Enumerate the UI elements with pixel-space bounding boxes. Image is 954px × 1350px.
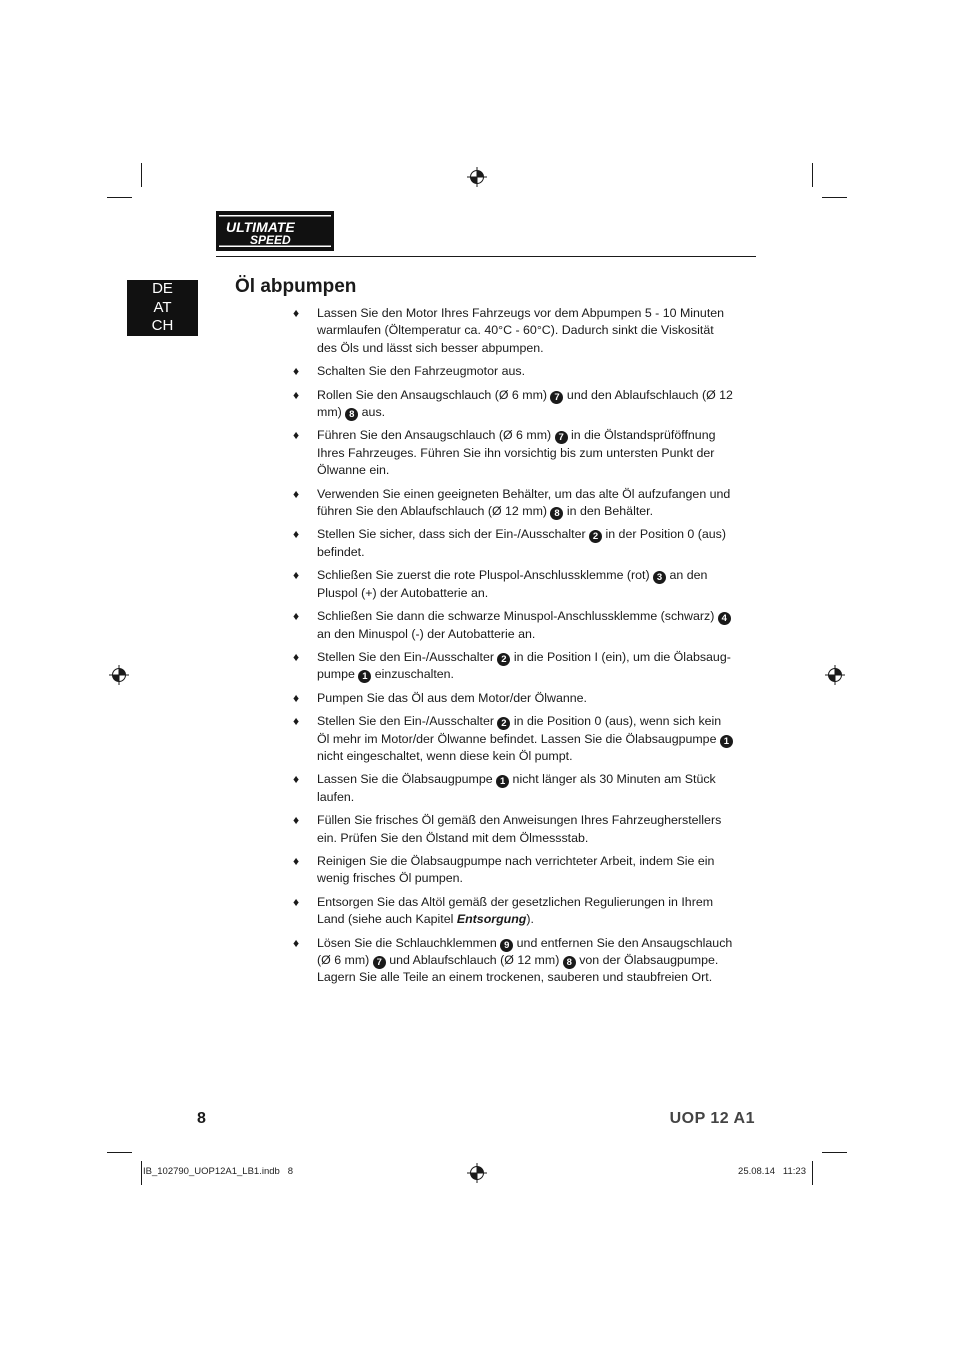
part-number-badge: 1 bbox=[496, 775, 509, 788]
header-rule bbox=[216, 256, 756, 257]
step-text: an den Minuspol (-) der Autobatterie an. bbox=[317, 626, 536, 641]
registration-mark-icon bbox=[825, 665, 845, 685]
step-text: Lassen Sie den Motor Ihres Fahrzeugs vor dem Abpumpen 5 - 10 Minuten warmlaufen (Öltemperatur ca. 40°C - 60°C). Dadurch sinkt die Viskosität des Öls und lässt sich besser abpumpen. bbox=[317, 306, 725, 355]
language-code: DE bbox=[152, 280, 173, 297]
list-item bbox=[292, 812, 737, 847]
crop-mark bbox=[141, 163, 142, 187]
step-text: von der Ölabsaugpumpe. Lagern Sie alle Teile an einem trockenen, sauberen und staubfreien Ort. bbox=[317, 953, 719, 985]
step-text: Lösen Sie die Schlauchklemmen bbox=[317, 935, 501, 950]
part-number-badge: 7 bbox=[373, 956, 386, 969]
language-code: AT bbox=[153, 298, 172, 316]
bullet-diamond-icon: ♦ bbox=[293, 486, 300, 501]
list-item bbox=[292, 567, 737, 602]
list-item bbox=[292, 649, 737, 684]
part-number-badge: 4 bbox=[718, 612, 731, 625]
part-number-badge: 7 bbox=[555, 431, 568, 444]
model-number: UOP 12 A1 bbox=[669, 1110, 755, 1127]
step-text: in die Position I (ein), um die Ölabsaug-pumpe bbox=[317, 649, 731, 682]
part-number-badge: 2 bbox=[497, 717, 510, 730]
list-item bbox=[292, 526, 737, 561]
registration-mark-icon bbox=[467, 1163, 487, 1183]
step-text: Stellen Sie den Ein-/Ausschalter bbox=[317, 649, 498, 664]
step-text: in der Position 0 (aus) befindet. bbox=[317, 527, 726, 559]
step-text: Schalten Sie den Fahrzeugmotor aus. bbox=[317, 364, 526, 379]
step-text: in den Behälter. bbox=[563, 504, 654, 519]
step-text: und Ablaufschlauch (Ø 12 mm) bbox=[385, 953, 563, 967]
step-text: und entfernen Sie den Ansaugschlauch (Ø 6 mm) bbox=[317, 935, 733, 967]
part-number-badge: 7 bbox=[550, 391, 563, 404]
page-number: 8 bbox=[197, 1110, 206, 1127]
crop-mark bbox=[822, 1152, 847, 1153]
bullet-diamond-icon: ♦ bbox=[293, 306, 300, 320]
step-text: Füllen Sie frisches Öl gemäß den Anweisungen Ihres Fahrzeugherstellers ein. Prüfen Sie den Ölstand mit dem Ölmessstab. bbox=[317, 813, 722, 845]
bullet-diamond-icon: ♦ bbox=[293, 364, 300, 379]
section-title: Öl abpumpen bbox=[235, 276, 357, 297]
bullet-diamond-icon: ♦ bbox=[293, 690, 300, 705]
bullet-diamond-icon: ♦ bbox=[293, 609, 300, 624]
registration-mark-icon bbox=[109, 665, 129, 685]
step-text: ). bbox=[526, 912, 534, 927]
language-tab bbox=[127, 280, 198, 336]
file-info: IB_102790_UOP12A1_LB1.indb 8 bbox=[143, 1166, 294, 1177]
part-number-badge: 9 bbox=[500, 939, 513, 952]
bullet-diamond-icon: ♦ bbox=[293, 568, 300, 583]
step-text: Lassen Sie die Ölabsaugpumpe bbox=[317, 772, 497, 787]
bullet-diamond-icon: ♦ bbox=[293, 527, 300, 542]
part-number-badge: 8 bbox=[563, 956, 576, 969]
step-text: Führen Sie den Ansaugschlauch (Ø 6 mm) bbox=[317, 428, 555, 443]
step-text: Schließen Sie zuerst die rote Pluspol-Anschlussklemme (rot) bbox=[317, 568, 654, 583]
part-number-badge: 2 bbox=[497, 653, 510, 666]
list-item bbox=[292, 305, 737, 357]
step-text: in die Ölstandsprüföffnung Ihres Fahrzeuges. Führen Sie ihn vorsichtig bis zum untersten Punkt der Ölwanne ein. bbox=[317, 428, 716, 478]
bullet-diamond-icon: ♦ bbox=[293, 935, 300, 950]
crop-mark bbox=[107, 197, 132, 198]
list-item bbox=[292, 427, 737, 479]
list-item bbox=[292, 690, 737, 707]
logo-word-ultimate: ULTIMATE bbox=[226, 219, 295, 235]
step-text: Pumpen Sie das Öl aus dem Motor/der Ölwanne. bbox=[317, 690, 587, 705]
bullet-diamond-icon: ♦ bbox=[293, 772, 300, 787]
step-text: nicht eingeschaltet, wenn diese kein Öl pumpt. bbox=[317, 748, 573, 763]
step-text: Reinigen Sie die Ölabsaugpumpe nach verrichteter Arbeit, indem Sie ein wenig frisches Öl pumpen. bbox=[317, 853, 715, 886]
part-number-badge: 2 bbox=[589, 530, 602, 543]
step-text: Entsorgen Sie das Altöl gemäß der gesetzlichen Regulierungen in Ihrem Land (siehe auch Kapitel bbox=[317, 894, 714, 927]
instruction-list bbox=[292, 305, 737, 993]
list-item bbox=[292, 608, 737, 643]
part-number-badge: 1 bbox=[720, 735, 733, 748]
bullet-diamond-icon: ♦ bbox=[293, 813, 300, 828]
list-item bbox=[292, 713, 737, 765]
crop-mark bbox=[107, 1152, 132, 1153]
list-item bbox=[292, 486, 737, 521]
step-text: Rollen Sie den Ansaugschlauch (Ø 6 mm) bbox=[317, 387, 551, 402]
list-item bbox=[292, 771, 737, 806]
part-number-badge: 3 bbox=[653, 571, 666, 584]
step-text: einzuschalten. bbox=[371, 667, 455, 682]
bullet-diamond-icon: ♦ bbox=[293, 894, 300, 909]
step-text: nicht länger als 30 Minuten am Stück laufen. bbox=[317, 772, 716, 804]
crop-mark bbox=[141, 1161, 142, 1185]
bullet-diamond-icon: ♦ bbox=[293, 649, 300, 664]
bullet-diamond-icon: ♦ bbox=[293, 428, 300, 443]
part-number-badge: 8 bbox=[345, 408, 358, 421]
bullet-diamond-icon: ♦ bbox=[293, 853, 300, 868]
ultimate-speed-logo bbox=[216, 211, 334, 251]
step-text: Verwenden Sie einen geeigneten Behälter, um das alte Öl aufzufangen und führen Sie den Ablaufschlauch (Ø 12 mm) bbox=[317, 486, 731, 519]
language-code: CH bbox=[151, 317, 174, 334]
print-date-time: 25.08.14 11:23 bbox=[738, 1166, 806, 1177]
step-text: aus. bbox=[358, 405, 386, 420]
crop-mark bbox=[812, 163, 813, 187]
bullet-diamond-icon: ♦ bbox=[293, 714, 300, 729]
step-text: Schließen Sie dann die schwarze Minuspol-Anschlussklemme (schwarz) bbox=[317, 609, 718, 624]
step-text: Stellen Sie den Ein-/Ausschalter bbox=[317, 714, 498, 729]
part-number-badge: 1 bbox=[358, 670, 371, 683]
step-text: an den Pluspol (+) der Autobatterie an. bbox=[317, 568, 708, 600]
list-item bbox=[292, 363, 737, 380]
list-item bbox=[292, 935, 737, 987]
logo-word-speed: SPEED bbox=[250, 233, 291, 247]
crop-mark bbox=[812, 1161, 813, 1185]
step-text: in die Position 0 (aus), wenn sich kein Öl mehr im Motor/der Ölwanne befindet. Lassen Sie die Ölabsaugpumpe bbox=[317, 714, 722, 746]
list-item bbox=[292, 387, 737, 422]
list-item bbox=[292, 853, 737, 888]
bullet-diamond-icon: ♦ bbox=[293, 387, 300, 402]
chapter-reference: Entsorgung bbox=[456, 912, 527, 927]
crop-mark bbox=[822, 197, 847, 198]
step-text: und den Ablaufschlauch (Ø 12 mm) bbox=[317, 387, 733, 420]
list-item bbox=[292, 894, 737, 929]
part-number-badge: 8 bbox=[550, 507, 563, 520]
registration-mark-icon bbox=[467, 167, 487, 187]
step-text: Stellen Sie sicher, dass sich der Ein-/Ausschalter bbox=[317, 527, 590, 542]
